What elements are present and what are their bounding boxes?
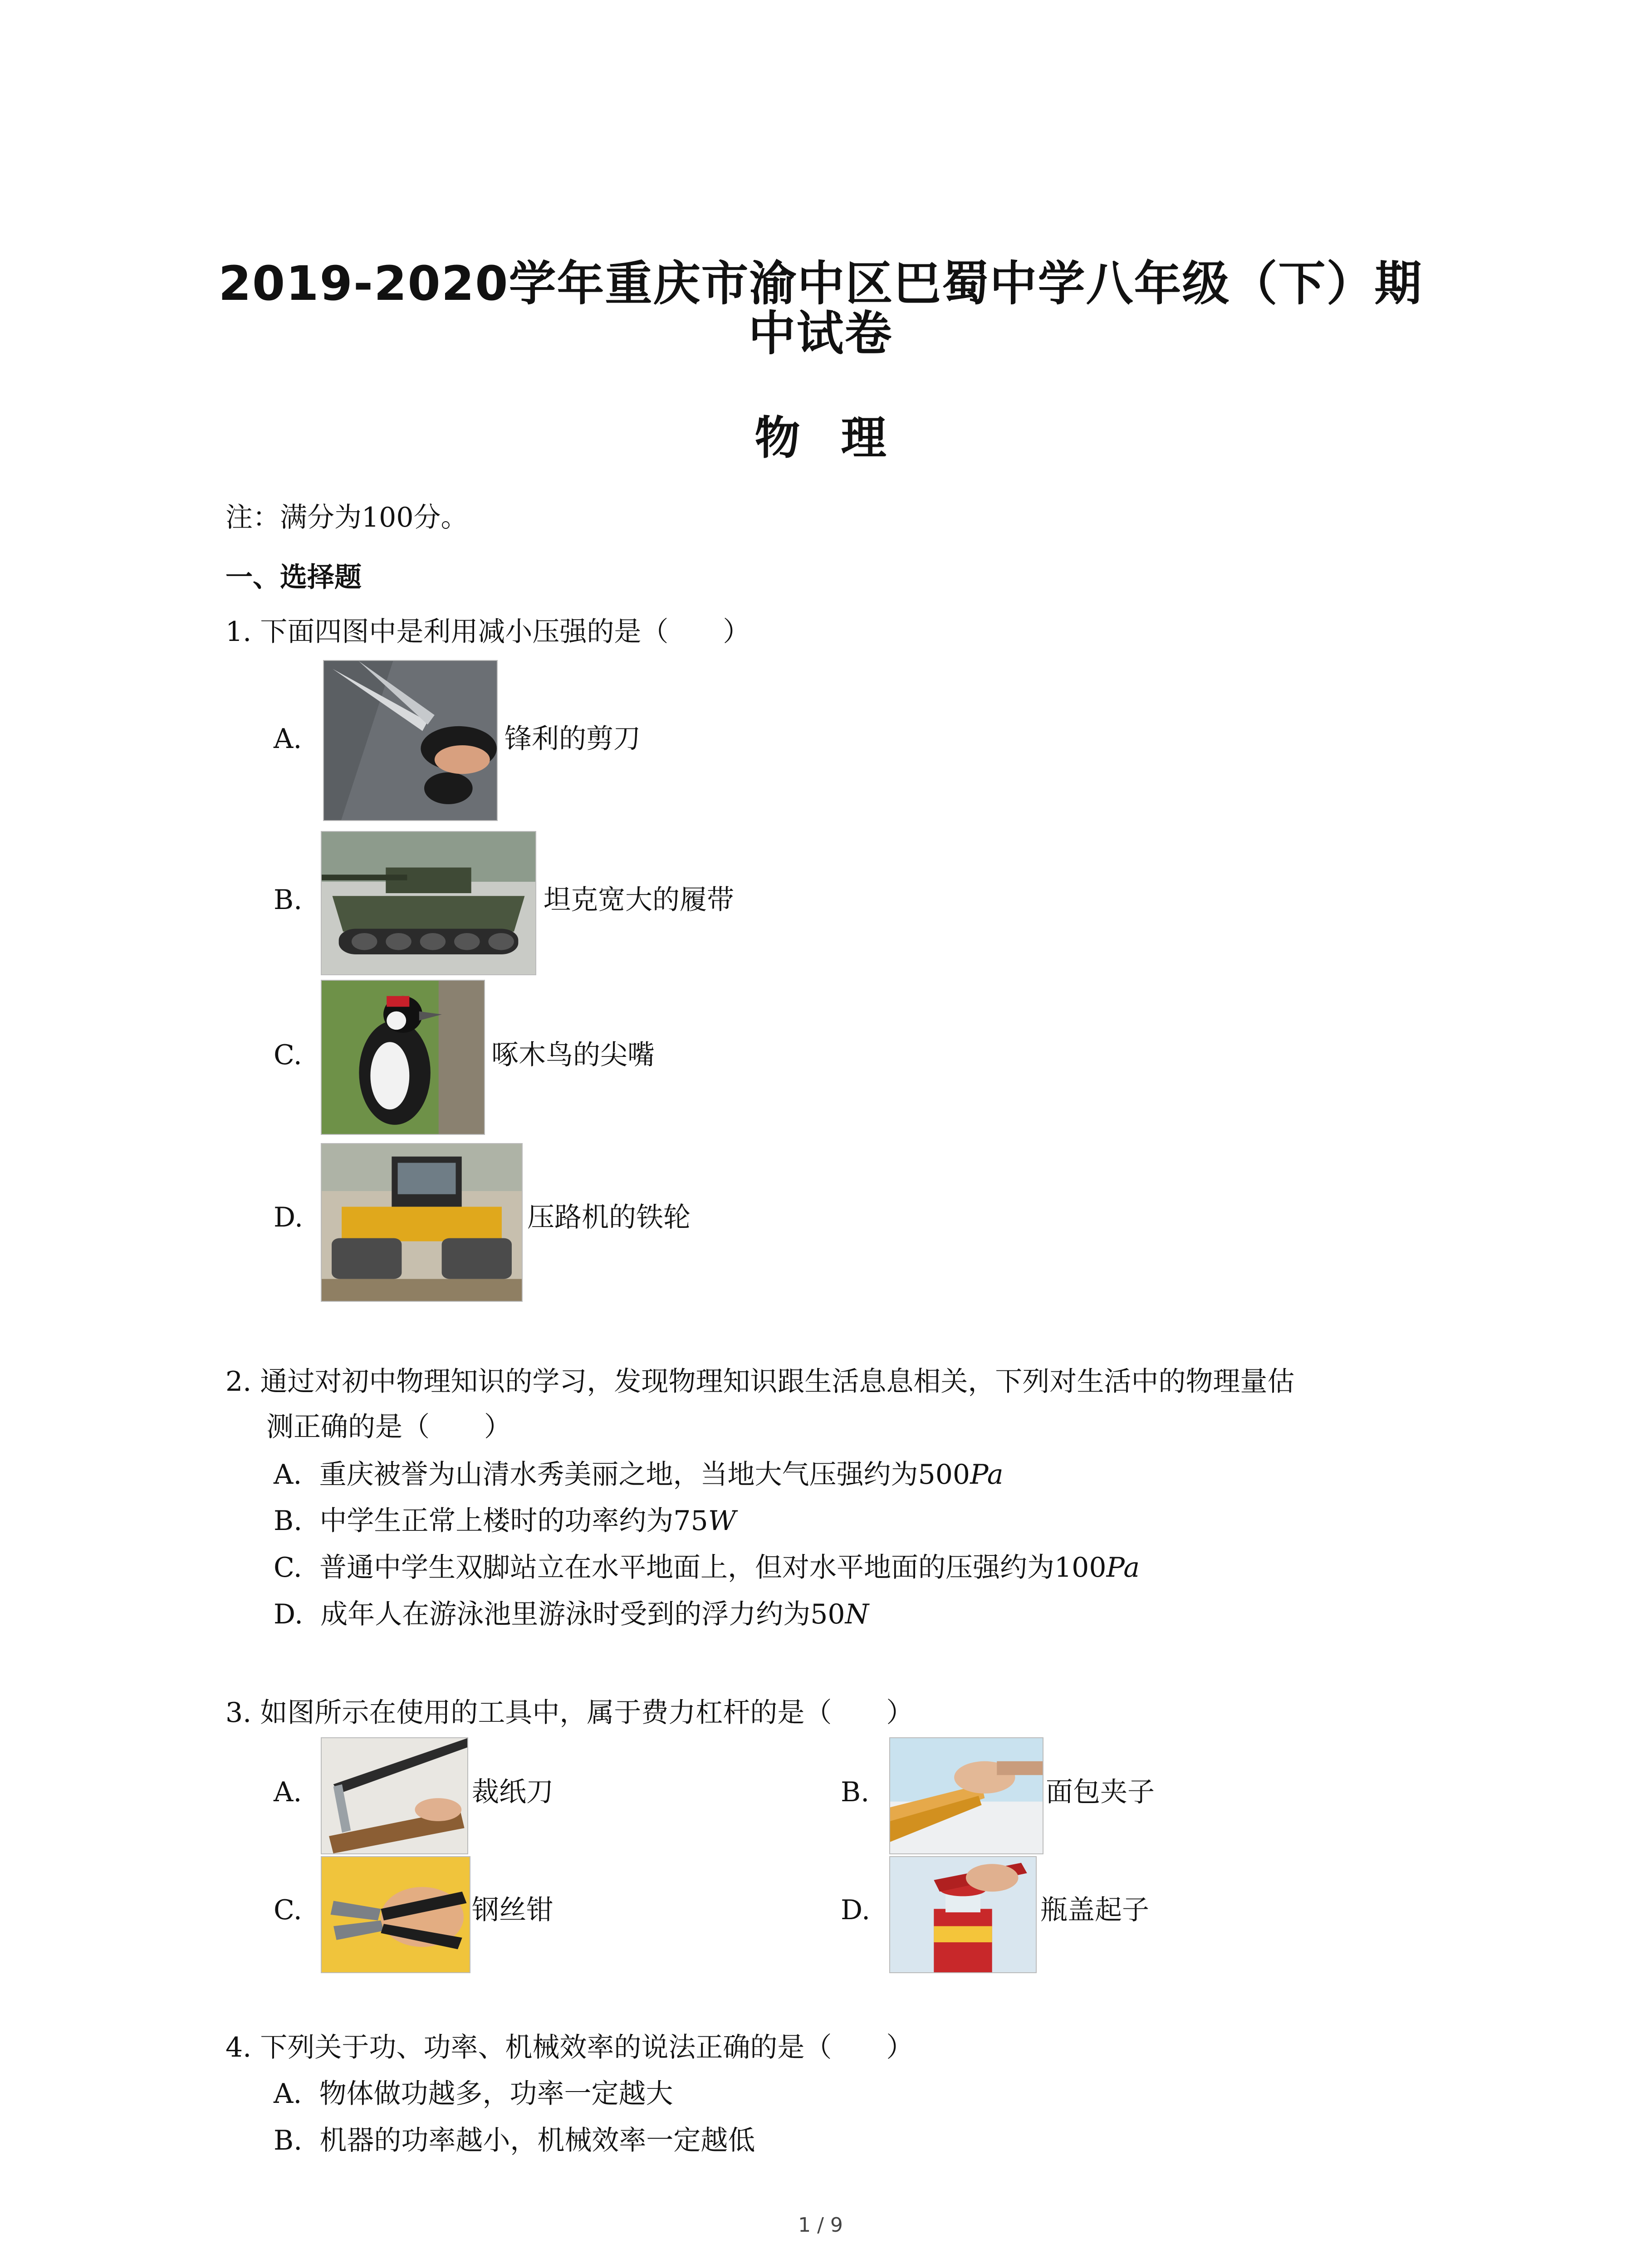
question-3-stem: 3. 如图所示在使用的工具中，属于费力杠杆的是（ ） [225, 1697, 914, 1729]
q3-option-a-label: 裁纸刀 [472, 1776, 554, 1808]
scissors-photo [323, 660, 498, 821]
q2-option-a-text: 重庆被誉为山清水秀美丽之地，当地大气压强约为500 [319, 1459, 970, 1491]
q2-option-d-letter: D. [274, 1598, 304, 1630]
q1-option-c-letter: C. [274, 1039, 302, 1071]
q3-option-c-label: 钢丝钳 [472, 1894, 554, 1926]
road-roller-photo [321, 1143, 523, 1302]
q4-option-b-text: 机器的功率越小，机械效率一定越低 [319, 2125, 755, 2156]
q2-option-c-text: 普通中学生双脚站立在水平地面上，但对水平地面的压强约为100 [319, 1552, 1107, 1584]
q2-option-a [274, 1458, 1004, 1491]
q3-option-b-label: 面包夹子 [1046, 1776, 1155, 1808]
question-2-stem-line2: 测正确的是（ ） [266, 1411, 511, 1443]
score-note: 注：满分为100分。 [225, 502, 468, 533]
q2-option-a-letter: A. [274, 1459, 302, 1491]
q2-option-c-letter: C. [274, 1552, 302, 1584]
q1-option-b-letter: B. [274, 884, 303, 916]
question-1-stem: 1. 下面四图中是利用减小压强的是（ ） [225, 616, 750, 648]
q1-option-a-label: 锋利的剪刀 [505, 723, 641, 755]
question-4-stem: 4. 下列关于功、功率、机械效率的说法正确的是（ ） [225, 2032, 914, 2063]
exam-title-line2: 中试卷 [748, 306, 893, 361]
question-2-stem-line1: 2. 通过对初中物理知识的学习，发现物理知识跟生活息息相关，下列对生活中的物理量估 [225, 1366, 1295, 1398]
q2-option-a-unit: Pa [970, 1459, 1004, 1491]
q2-option-b-letter: B. [274, 1505, 303, 1537]
q1-option-d-letter: D. [274, 1202, 304, 1233]
q1-option-c-label: 啄木鸟的尖嘴 [491, 1039, 655, 1071]
q4-option-a [274, 2077, 673, 2110]
exam-title-line1: 2019-2020学年重庆市渝中区巴蜀中学八年级（下）期 [218, 256, 1423, 311]
bottle-opener-photo [889, 1856, 1037, 1973]
q4-option-a-letter: A. [274, 2078, 302, 2110]
q3-option-a-letter: A. [274, 1776, 302, 1808]
page-number: 1 / 9 [798, 2214, 843, 2237]
q2-option-b-unit: W [708, 1505, 736, 1537]
q2-option-b [274, 1505, 736, 1537]
q1-option-d-label: 压路机的铁轮 [527, 1202, 691, 1233]
q4-option-b [274, 2124, 755, 2157]
section-heading: 一、选择题 [225, 562, 362, 593]
q2-option-d-text: 成年人在游泳池里游泳时受到的浮力约为50 [320, 1598, 845, 1630]
woodpecker-photo [321, 980, 485, 1135]
q3-option-d-letter: D. [841, 1894, 871, 1926]
q2-option-d [274, 1598, 869, 1631]
q1-option-b-label: 坦克宽大的履带 [544, 884, 734, 916]
q4-option-a-text: 物体做功越多，功率一定越大 [319, 2078, 673, 2110]
paper-cutter-photo [321, 1737, 468, 1854]
q2-option-c-unit: Pa [1106, 1552, 1140, 1584]
q2-option-c [274, 1551, 1140, 1584]
pliers-photo [321, 1856, 470, 1973]
tank-photo [321, 831, 536, 975]
q2-option-b-text: 中学生正常上楼时的功率约为75 [319, 1505, 708, 1537]
bread-tongs-photo [889, 1737, 1043, 1854]
q4-option-b-letter: B. [274, 2125, 303, 2156]
q2-option-d-unit: N [845, 1598, 869, 1630]
subject-heading: 物理 [754, 411, 927, 464]
q3-option-d-label: 瓶盖起子 [1040, 1894, 1149, 1926]
q3-option-c-letter: C. [274, 1894, 302, 1926]
q3-option-b-letter: B. [841, 1776, 870, 1808]
q1-option-a-letter: A. [274, 723, 302, 755]
